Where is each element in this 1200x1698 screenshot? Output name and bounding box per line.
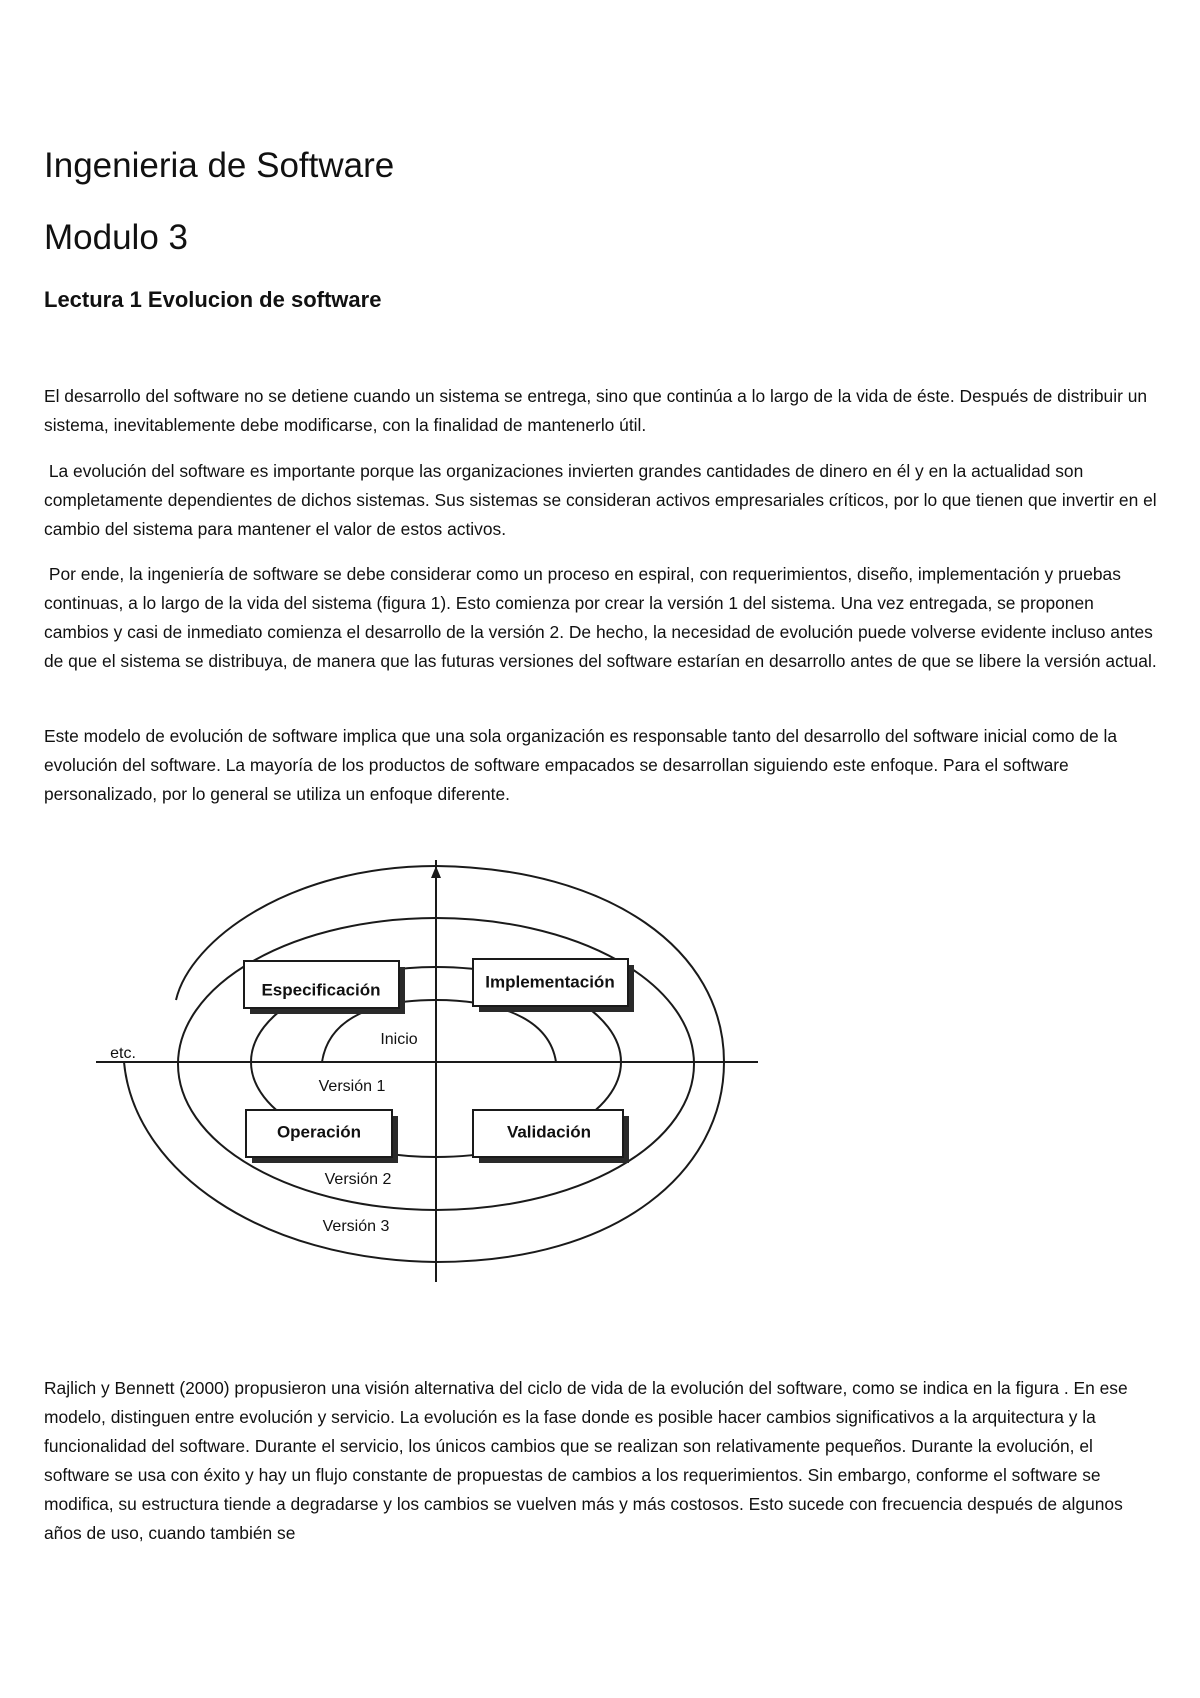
spiral-loop-version-3 (124, 866, 724, 1262)
paragraph-spiral-process: Por ende, la ingeniería de software se debe considerar como un proceso en espiral, con requerimientos, diseño, implementación y pruebas continuas, a lo largo de la vida del sistema (figura 1). Esto comienza por crear la versión 1 del sistema. Una vez entregada, se proponen cambios y casi de inmediato comienza el desarrollo de la versión 2. De hecho, la necesidad de evolución puede volverse evidente incluso antes de que el sistema se distribuya, de manera que las futuras versiones del software estarían en desarrollo antes de que se libere la versión actual. (44, 564, 1158, 671)
label-etc: etc. (110, 1045, 136, 1062)
label-version-1: Versión 1 (318, 1078, 386, 1095)
box-validation (473, 1110, 629, 1163)
box-implementation-label: Implementación (485, 972, 615, 992)
label-start: Inicio (380, 1031, 418, 1048)
box-specification (244, 961, 405, 1014)
box-specification-label: Especificación (261, 980, 381, 1000)
vertical-axis-arrow (431, 866, 441, 878)
module-heading: Modulo 3 (44, 218, 188, 257)
paragraph-evolution-model: Este modelo de evolución de software implica que una sola organización es responsable tanto del desarrollo del software inicial como de la evolución del software. La mayoría de los productos de software empacados se desarrollan siguiendo este enfoque. Para el software personalizado, por lo general se utiliza un enfoque diferente. (44, 726, 1122, 804)
box-operation (246, 1110, 398, 1163)
document-title: Ingenieria de Software (44, 146, 395, 185)
label-version-3: Versión 3 (322, 1218, 390, 1235)
label-version-2: Versión 2 (324, 1171, 392, 1188)
paragraph-intro: El desarrollo del software no se detiene cuando un sistema se entrega, sino que continúa a lo largo de la vida de éste. Después de distribuir un sistema, inevitablemente debe modificarse, con la finalidad de mantenerlo útil. (44, 386, 1152, 435)
box-implementation (473, 959, 634, 1012)
paragraph-importance: La evolución del software es importante porque las organizaciones invierten grandes cantidades de dinero en él y en la actualidad son completamente dependientes de dichos sistemas. Sus sistemas se consideran activos empresariales críticos, por lo que tienen que invertir en el cambio del sistema para mantener el valor de estos activos. (44, 461, 1162, 539)
paragraph-rajlich-bennett: Rajlich y Bennett (2000) propusieron una visión alternativa del ciclo de vida de la evolución del software, como se indica en la figura . En ese modelo, distinguen entre evolución y servicio. La evolución es la fase donde es posible hacer cambios significativos a la arquitectura y la funcionalidad del software. Durante el servicio, los únicos cambios que se realizan son relativamente pequeños. Durante la evolución, el software se usa con éxito y hay un flujo constante de propuestas de cambios a los requerimientos. Sin embargo, conforme el software se modifica, su estructura tiende a degradarse y los cambios se vuelven más y más costosos. Esto sucede con frecuencia después de algunos años de uso, cuando también se (44, 1378, 1133, 1543)
reading-heading: Lectura 1 Evolucion de software (44, 287, 382, 312)
box-operation-label: Operación (276, 1122, 362, 1142)
box-validation-label: Validación (506, 1122, 592, 1142)
